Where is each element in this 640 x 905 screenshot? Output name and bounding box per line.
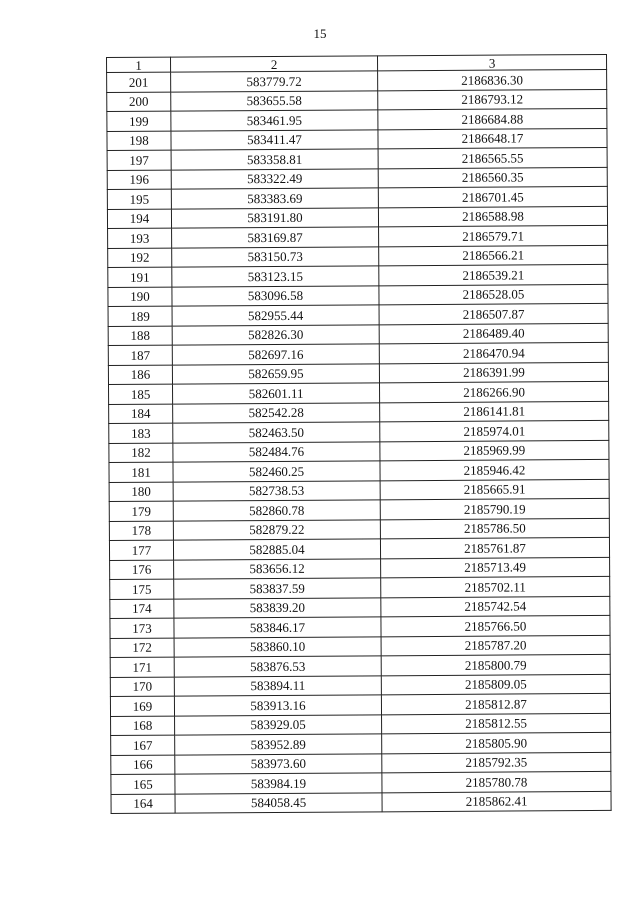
column-header-1: 1 [107,57,171,72]
y-coordinate-cell: 2185812.55 [382,713,611,734]
x-coordinate-cell: 582659.95 [172,363,379,384]
point-number-cell: 197 [107,150,171,170]
point-number-cell: 173 [110,618,174,638]
y-coordinate-cell: 2186588.98 [378,206,607,227]
x-coordinate-cell: 582885.04 [173,539,380,560]
x-coordinate-cell: 583656.12 [174,558,381,579]
table-body [107,69,612,813]
x-coordinate-cell: 583779.72 [171,71,378,92]
y-coordinate-cell: 2186836.30 [378,69,607,90]
x-coordinate-cell: 583913.16 [174,695,381,716]
y-coordinate-cell: 2185787.20 [381,635,610,656]
y-coordinate-cell: 2185812.87 [381,693,610,714]
x-coordinate-cell: 582542.28 [173,402,380,423]
y-coordinate-cell: 2186793.12 [378,89,607,110]
column-header-2: 2 [171,56,378,72]
y-coordinate-cell: 2185809.05 [381,674,610,695]
point-number-cell: 192 [108,248,172,268]
point-number-cell: 180 [109,482,173,502]
y-coordinate-cell: 2186489.40 [379,323,608,344]
point-number-cell: 195 [107,189,171,209]
point-number-cell: 169 [110,696,174,716]
coordinates-table [106,54,612,814]
point-number-cell: 186 [108,365,172,385]
y-coordinate-cell: 2186539.21 [379,264,608,285]
y-coordinate-cell: 2185946.42 [380,459,609,480]
point-number-cell: 194 [107,209,171,229]
x-coordinate-cell: 583876.53 [174,656,381,677]
x-coordinate-cell: 583952.89 [175,734,382,755]
x-coordinate-cell: 583383.69 [171,188,378,209]
point-number-cell: 188 [108,326,172,346]
y-coordinate-cell: 2186507.87 [379,303,608,324]
x-coordinate-cell: 583358.81 [171,149,378,170]
point-number-cell: 181 [109,462,173,482]
point-number-cell: 179 [109,501,173,521]
x-coordinate-cell: 583839.20 [174,597,381,618]
x-coordinate-cell: 583929.05 [175,714,382,735]
y-coordinate-cell: 2185665.91 [380,479,609,500]
point-number-cell: 184 [109,404,173,424]
y-coordinate-cell: 2185780.78 [382,771,611,792]
point-number-cell: 166 [111,755,175,775]
point-number-cell: 171 [110,657,174,677]
x-coordinate-cell: 582860.78 [173,500,380,521]
x-coordinate-cell: 583846.17 [174,617,381,638]
point-number-cell: 175 [110,579,174,599]
y-coordinate-cell: 2186528.05 [379,284,608,305]
point-number-cell: 176 [110,560,174,580]
y-coordinate-cell: 2185974.01 [380,420,609,441]
y-coordinate-cell: 2186648.17 [378,128,607,149]
y-coordinate-cell: 2185766.50 [381,615,610,636]
x-coordinate-cell: 582460.25 [173,461,380,482]
y-coordinate-cell: 2186266.90 [379,381,608,402]
point-number-cell: 174 [110,599,174,619]
point-number-cell: 191 [108,267,172,287]
x-coordinate-cell: 582826.30 [172,324,379,345]
x-coordinate-cell: 582738.53 [173,480,380,501]
point-number-cell: 190 [108,287,172,307]
y-coordinate-cell: 2186566.21 [379,245,608,266]
x-coordinate-cell: 583860.10 [174,636,381,657]
y-coordinate-cell: 2186565.55 [378,147,607,168]
y-coordinate-cell: 2185800.79 [381,654,610,675]
y-coordinate-cell: 2185786.50 [380,518,609,539]
table-row [111,791,611,814]
x-coordinate-cell: 582697.16 [172,344,379,365]
x-coordinate-cell: 583096.58 [172,285,379,306]
point-number-cell: 168 [111,716,175,736]
y-coordinate-cell: 2186470.94 [379,342,608,363]
y-coordinate-cell: 2185969.99 [380,440,609,461]
point-number-cell: 178 [109,521,173,541]
point-number-cell: 177 [109,540,173,560]
x-coordinate-cell: 583461.95 [171,110,378,131]
y-coordinate-cell: 2186141.81 [380,401,609,422]
y-coordinate-cell: 2186391.99 [379,362,608,383]
page-number: 15 [313,26,327,41]
x-coordinate-cell: 583150.73 [172,246,379,267]
x-coordinate-cell: 583191.80 [171,207,378,228]
y-coordinate-cell: 2185702.11 [381,576,610,597]
x-coordinate-cell: 582463.50 [173,422,380,443]
point-number-cell: 165 [111,774,175,794]
y-coordinate-cell: 2186684.88 [378,108,607,129]
point-number-cell: 172 [110,638,174,658]
y-coordinate-cell: 2186560.35 [378,167,607,188]
y-coordinate-cell: 2185713.49 [381,557,610,578]
point-number-cell: 183 [109,423,173,443]
x-coordinate-cell: 583123.15 [172,266,379,287]
x-coordinate-cell: 582601.11 [172,383,379,404]
x-coordinate-cell: 583973.60 [175,753,382,774]
point-number-cell: 164 [111,794,175,814]
x-coordinate-cell: 582955.44 [172,305,379,326]
point-number-cell: 196 [107,170,171,190]
y-coordinate-cell: 2186701.45 [378,186,607,207]
y-coordinate-cell: 2185742.54 [381,596,610,617]
point-number-cell: 167 [111,735,175,755]
x-coordinate-cell: 582484.76 [173,441,380,462]
y-coordinate-cell: 2185792.35 [382,752,611,773]
point-number-cell: 187 [108,345,172,365]
y-coordinate-cell: 2186579.71 [379,225,608,246]
point-number-cell: 189 [108,306,172,326]
point-number-cell: 185 [109,384,173,404]
column-header-3: 3 [377,54,606,70]
y-coordinate-cell: 2185862.41 [382,791,611,812]
x-coordinate-cell: 583894.11 [174,675,381,696]
x-coordinate-cell: 582879.22 [173,519,380,540]
x-coordinate-cell: 583322.49 [171,168,378,189]
x-coordinate-cell: 583655.58 [171,90,378,111]
x-coordinate-cell: 583169.87 [172,227,379,248]
point-number-cell: 201 [107,72,171,92]
point-number-cell: 170 [110,677,174,697]
y-coordinate-cell: 2185761.87 [380,537,609,558]
point-number-cell: 200 [107,92,171,112]
x-coordinate-cell: 583411.47 [171,129,378,150]
point-number-cell: 198 [107,131,171,151]
x-coordinate-cell: 583984.19 [175,773,382,794]
x-coordinate-cell: 584058.45 [175,792,382,813]
point-number-cell: 193 [108,228,172,248]
x-coordinate-cell: 583837.59 [174,578,381,599]
y-coordinate-cell: 2185790.19 [380,498,609,519]
y-coordinate-cell: 2185805.90 [382,732,611,753]
point-number-cell: 199 [107,111,171,131]
point-number-cell: 182 [109,443,173,463]
